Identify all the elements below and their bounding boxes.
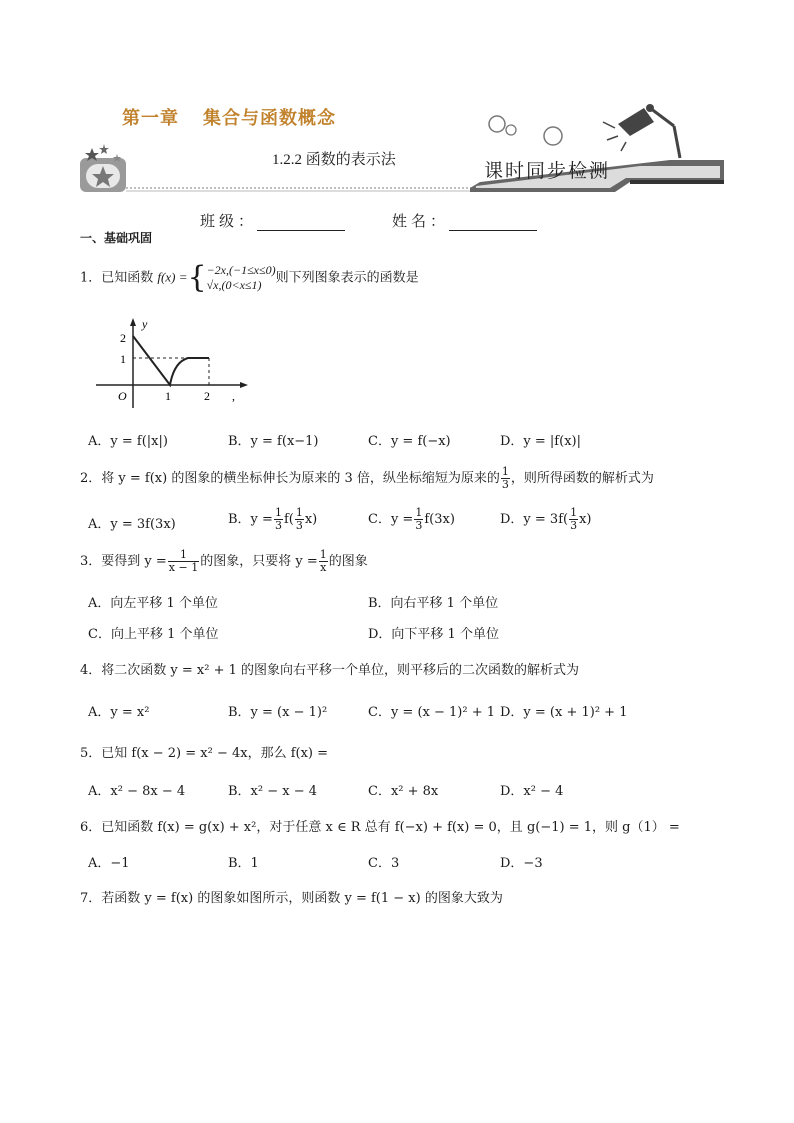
q5-option-a[interactable]: A．x² − 8x − 4: [88, 784, 186, 799]
banner-title: 课时同步检测: [484, 160, 611, 182]
q3-option-b[interactable]: B．向右平移 1 个单位: [368, 596, 499, 611]
q4-option-d[interactable]: D．y = (x + 1)² + 1: [500, 705, 628, 720]
graph-curve: [133, 336, 209, 385]
q1-option-a[interactable]: A．y = f(|x|): [88, 434, 168, 449]
name-label: 姓名：: [392, 212, 450, 230]
graph-tick-x-2: 2: [204, 389, 210, 403]
q2-option-a[interactable]: A．y = 3f(3x): [88, 517, 176, 532]
q3-option-d[interactable]: D．向下平移 1 个单位: [368, 627, 499, 642]
name-field: [392, 210, 537, 231]
q5-option-d[interactable]: D．x² − 4: [500, 784, 564, 799]
q6-option-d[interactable]: D．−3: [500, 856, 543, 871]
section-title: 一、基础巩固: [80, 231, 153, 245]
q4-option-c[interactable]: C．y = (x − 1)² + 1: [368, 705, 495, 720]
class-label: 班级：: [200, 212, 258, 230]
q2-option-d[interactable]: D．y = 3f( $\frac{1}{3}$ x): [500, 506, 592, 532]
q6-option-a[interactable]: A．−1: [88, 856, 130, 871]
graph-tick-x-1: 1: [165, 389, 171, 403]
q5-option-c[interactable]: C．x² + 8x: [368, 784, 439, 799]
q1-option-b[interactable]: B．y = f(x−1): [228, 434, 319, 449]
question-4: 4．将二次函数 y = x² + 1 的图象向右平移一个单位，则平移后的二次函数的解析式为: [80, 663, 580, 678]
q3-option-a[interactable]: A．向左平移 1 个单位: [88, 596, 218, 611]
q3-option-c[interactable]: C．向上平移 1 个单位: [88, 627, 219, 642]
question-1-graph: [92, 316, 252, 412]
q6-option-c[interactable]: C．3: [368, 856, 400, 871]
q1-option-d[interactable]: D．y = |f(x)|: [500, 434, 581, 449]
lesson-title: 1.2.2 函数的表示法: [272, 152, 396, 168]
q6-option-b[interactable]: B．1: [228, 856, 259, 871]
chapter-title: 集合与函数概念: [203, 108, 336, 129]
class-field: [200, 210, 345, 231]
class-blank[interactable]: [257, 216, 345, 231]
question-3: 3．要得到 y = $\frac{1}{x - 1}$ 的图象，只要将 y = $\frac{1}{x}$ 的图象: [80, 548, 368, 574]
q2-option-b[interactable]: B．y = $\frac{1}{3}$ f( $\frac{1}{3}$ x): [228, 506, 318, 532]
star-badge-icon: [80, 144, 126, 192]
q4-option-a[interactable]: A．y = x²: [88, 705, 150, 720]
graph-origin-label: O: [118, 389, 127, 403]
question-5: 5．已知 f(x − 2) = x² − 4x，那么 f(x) =: [80, 746, 329, 761]
question-6: 6．已知函数 f(x) = g(x) + x²，对于任意 x ∈ R 总有 f(−x) + f(x) = 0，且 g(−1) = 1，则 g（1） =: [80, 820, 680, 835]
q1-option-c[interactable]: C．y = f(−x): [368, 434, 451, 449]
name-blank[interactable]: [449, 216, 537, 231]
graph-y-label: y: [142, 317, 148, 331]
question-2: 2．将 y = f(x) 的图象的横坐标伸长为原来的 3 倍，纵坐标缩短为原来的 $\frac{1}{3}$ ，则所得函数的解析式为: [80, 465, 654, 491]
svg-text:,: ,: [232, 389, 235, 403]
q5-option-b[interactable]: B．x² − x − 4: [228, 784, 318, 799]
q2-option-c[interactable]: C．y = $\frac{1}{3}$ f(3x): [368, 506, 455, 532]
graph-tick-y-1: 1: [120, 352, 126, 366]
question-1: 1．已知函数 f(x) ={ −2x,(−1≤x≤0) √x,(0<x≤1) 则下列图象表示的函数是: [80, 260, 419, 295]
graph-tick-y-2: 2: [120, 331, 126, 345]
question-7: 7．若函数 y = f(x) 的图象如图所示，则函数 y = f(1 − x) 的图象大致为: [80, 891, 503, 906]
chapter-heading: [122, 104, 360, 130]
desk-lamp-icon: [603, 104, 680, 158]
q4-option-b[interactable]: B．y = (x − 1)²: [228, 705, 328, 720]
chapter-label: 第一章: [122, 108, 179, 129]
